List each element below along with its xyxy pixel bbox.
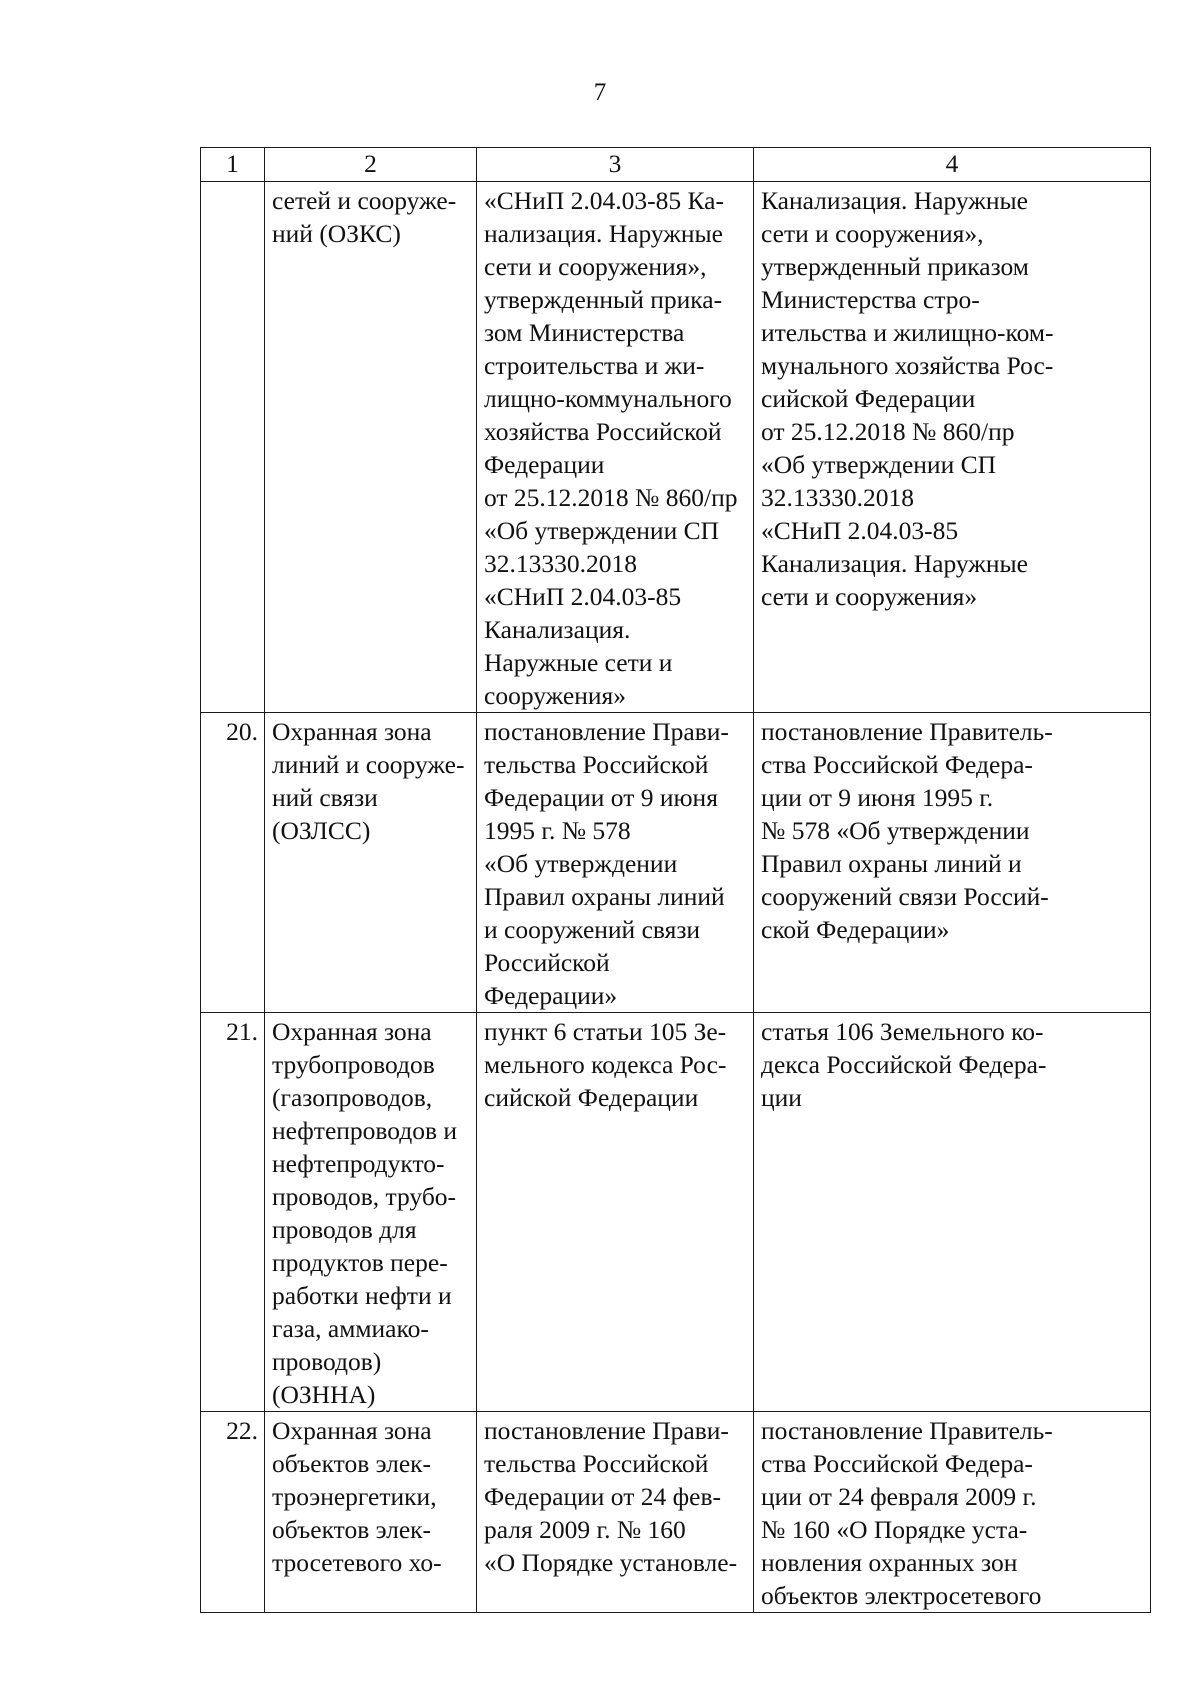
cell-text-line: Канализация. Наружные <box>761 549 1028 578</box>
cell-text-line: Российской <box>484 948 610 977</box>
cell-text-line: ской Федерации» <box>761 915 950 944</box>
document-cell <box>754 182 1151 713</box>
cell-text-line: Охранная зона <box>272 1416 432 1445</box>
cell-text-line: утвержденный приказом <box>761 252 1029 281</box>
cell-text-line: ний (ОЗКС) <box>272 219 401 248</box>
cell-text-line: ции от 24 февраля 2009 г. <box>761 1482 1037 1511</box>
table-header-row <box>201 148 1151 182</box>
column-header-3: 3 <box>477 148 754 182</box>
cell-text-line: раля 2009 г. № 160 <box>484 1515 686 1544</box>
cell-text-line: продуктов пере- <box>272 1248 448 1277</box>
cell-text-line: новления охранных зон <box>761 1548 1018 1577</box>
cell-text-line: сети и сооружения», <box>484 252 707 281</box>
cell-text-line: объектов элек- <box>272 1449 432 1478</box>
column-header-2: 2 <box>265 148 477 182</box>
cell-text-line: «Об утверждении СП <box>484 516 720 545</box>
cell-text-line: работки нефти и <box>272 1281 452 1310</box>
cell-text-line: объектов элек- <box>272 1515 432 1544</box>
legal-basis-cell <box>477 1412 754 1613</box>
cell-text-line: (газопроводов, <box>272 1083 433 1112</box>
zones-table <box>200 147 1151 1613</box>
cell-text-line: лищно-коммунального <box>484 384 732 413</box>
row-number-cell: 22. <box>201 1412 265 1613</box>
row-number-cell: 20. <box>201 713 265 1013</box>
cell-text-line: мельного кодекса Рос- <box>484 1050 727 1079</box>
cell-text-line: декса Российской Федера- <box>761 1050 1047 1079</box>
cell-text-line: Федерации от 24 фев- <box>484 1482 721 1511</box>
document-cell <box>754 1013 1151 1412</box>
cell-text-line: от 25.12.2018 № 860/пр <box>484 483 738 512</box>
cell-text-line: Охранная зона <box>272 717 432 746</box>
cell-text-line: трубопроводов <box>272 1050 435 1079</box>
page-number: 7 <box>593 79 607 106</box>
cell-text-line: и сооружений связи <box>484 915 701 944</box>
cell-text-line: постановление Прави- <box>484 1416 729 1445</box>
cell-text-line: мунального хозяйства Рос- <box>761 351 1054 380</box>
table-body <box>201 182 1151 1613</box>
zone-name-cell <box>265 1013 477 1412</box>
cell-text-line: сети и сооружения», <box>761 219 984 248</box>
cell-text-line: Федерации» <box>484 981 618 1010</box>
column-header-1: 1 <box>201 148 265 182</box>
cell-text-line: от 25.12.2018 № 860/пр <box>761 417 1015 446</box>
cell-text-line: нализация. Наружные <box>484 219 724 248</box>
cell-text-line: постановление Прави- <box>484 717 729 746</box>
cell-text-line: «Об утверждении СП <box>761 450 997 479</box>
cell-text-line: Охранная зона <box>272 1017 432 1046</box>
cell-text-line: проводов) <box>272 1347 382 1376</box>
cell-text-line: тросетевого хо- <box>272 1548 442 1577</box>
cell-text-line: тельства Российской <box>484 1449 709 1478</box>
cell-text-line: ний связи <box>272 783 378 812</box>
cell-text-line: строительства и жи- <box>484 351 705 380</box>
cell-text-line: «СНиП 2.04.03-85 Ка- <box>484 186 724 215</box>
cell-text-line: Министерства стро- <box>761 285 980 314</box>
cell-text-line: № 578 «Об утверждении <box>761 816 1030 845</box>
document-cell <box>754 713 1151 1013</box>
cell-text-line: Федерации от 9 июня <box>484 783 718 812</box>
column-header-4: 4 <box>754 148 1151 182</box>
cell-text-line: «СНиП 2.04.03-85 <box>484 582 682 611</box>
cell-text-line: ительства и жилищно-ком- <box>761 318 1054 347</box>
cell-text-line: Правил охраны линий <box>484 882 725 911</box>
cell-text-line: «О Порядке установле- <box>484 1548 738 1577</box>
cell-text-line: линий и сооруже- <box>272 750 465 779</box>
cell-text-line: Канализация. <box>484 615 631 644</box>
cell-text-line: постановление Правитель- <box>761 1416 1053 1445</box>
zone-name-cell <box>265 713 477 1013</box>
cell-text-line: зом Министерства <box>484 318 685 347</box>
table-row <box>201 1013 1151 1412</box>
cell-text-line: 32.13330.2018 <box>484 549 637 578</box>
table-row <box>201 1412 1151 1613</box>
cell-text-line: проводов для <box>272 1215 417 1244</box>
cell-text-line: сийской Федерации <box>484 1083 699 1112</box>
cell-text-line: нефтепродукто- <box>272 1149 445 1178</box>
cell-text-line: хозяйства Российской <box>484 417 722 446</box>
cell-text-line: сетей и сооруже- <box>272 186 457 215</box>
table-row <box>201 713 1151 1013</box>
cell-text-line: № 160 «О Порядке уста- <box>761 1515 1028 1544</box>
legal-basis-cell <box>477 713 754 1013</box>
cell-text-line: Федерации <box>484 450 605 479</box>
cell-text-line: пункт 6 статьи 105 Зе- <box>484 1017 727 1046</box>
cell-text-line: сети и сооружения» <box>761 582 978 611</box>
cell-text-line: утвержденный прика- <box>484 285 723 314</box>
cell-text-line: статья 106 Земельного ко- <box>761 1017 1044 1046</box>
legal-basis-cell <box>477 1013 754 1412</box>
zone-name-cell <box>265 182 477 713</box>
zone-name-cell <box>265 1412 477 1613</box>
cell-text-line: Канализация. Наружные <box>761 186 1028 215</box>
cell-text-line: Наружные сети и <box>484 648 673 677</box>
cell-text-line: ции <box>761 1083 802 1112</box>
cell-text-line: объектов электросетевого <box>761 1581 1042 1610</box>
cell-text-line: 1995 г. № 578 <box>484 816 631 845</box>
cell-text-line: ции от 9 июня 1995 г. <box>761 783 994 812</box>
cell-text-line: (ОЗЛСС) <box>272 816 371 845</box>
legal-basis-cell <box>477 182 754 713</box>
cell-text-line: нефтепроводов и <box>272 1116 458 1145</box>
row-number-cell: 21. <box>201 1013 265 1412</box>
cell-text-line: тельства Российской <box>484 750 709 779</box>
row-number-cell <box>201 182 265 713</box>
cell-text-line: сооружения» <box>484 681 627 710</box>
document-cell <box>754 1412 1151 1613</box>
cell-text-line: проводов, трубо- <box>272 1182 457 1211</box>
cell-text-line: сооружений связи Россий- <box>761 882 1049 911</box>
cell-text-line: газа, аммиако- <box>272 1314 429 1343</box>
cell-text-line: ства Российской Федера- <box>761 1449 1033 1478</box>
cell-text-line: Правил охраны линий и <box>761 849 1022 878</box>
cell-text-line: ства Российской Федера- <box>761 750 1033 779</box>
cell-text-line: «СНиП 2.04.03-85 <box>761 516 959 545</box>
cell-text-line: сийской Федерации <box>761 384 976 413</box>
cell-text-line: (ОЗННА) <box>272 1380 376 1409</box>
cell-text-line: 32.13330.2018 <box>761 483 914 512</box>
cell-text-line: «Об утверждении <box>484 849 678 878</box>
cell-text-line: троэнергетики, <box>272 1482 437 1511</box>
cell-text-line: постановление Правитель- <box>761 717 1053 746</box>
table-row <box>201 182 1151 713</box>
